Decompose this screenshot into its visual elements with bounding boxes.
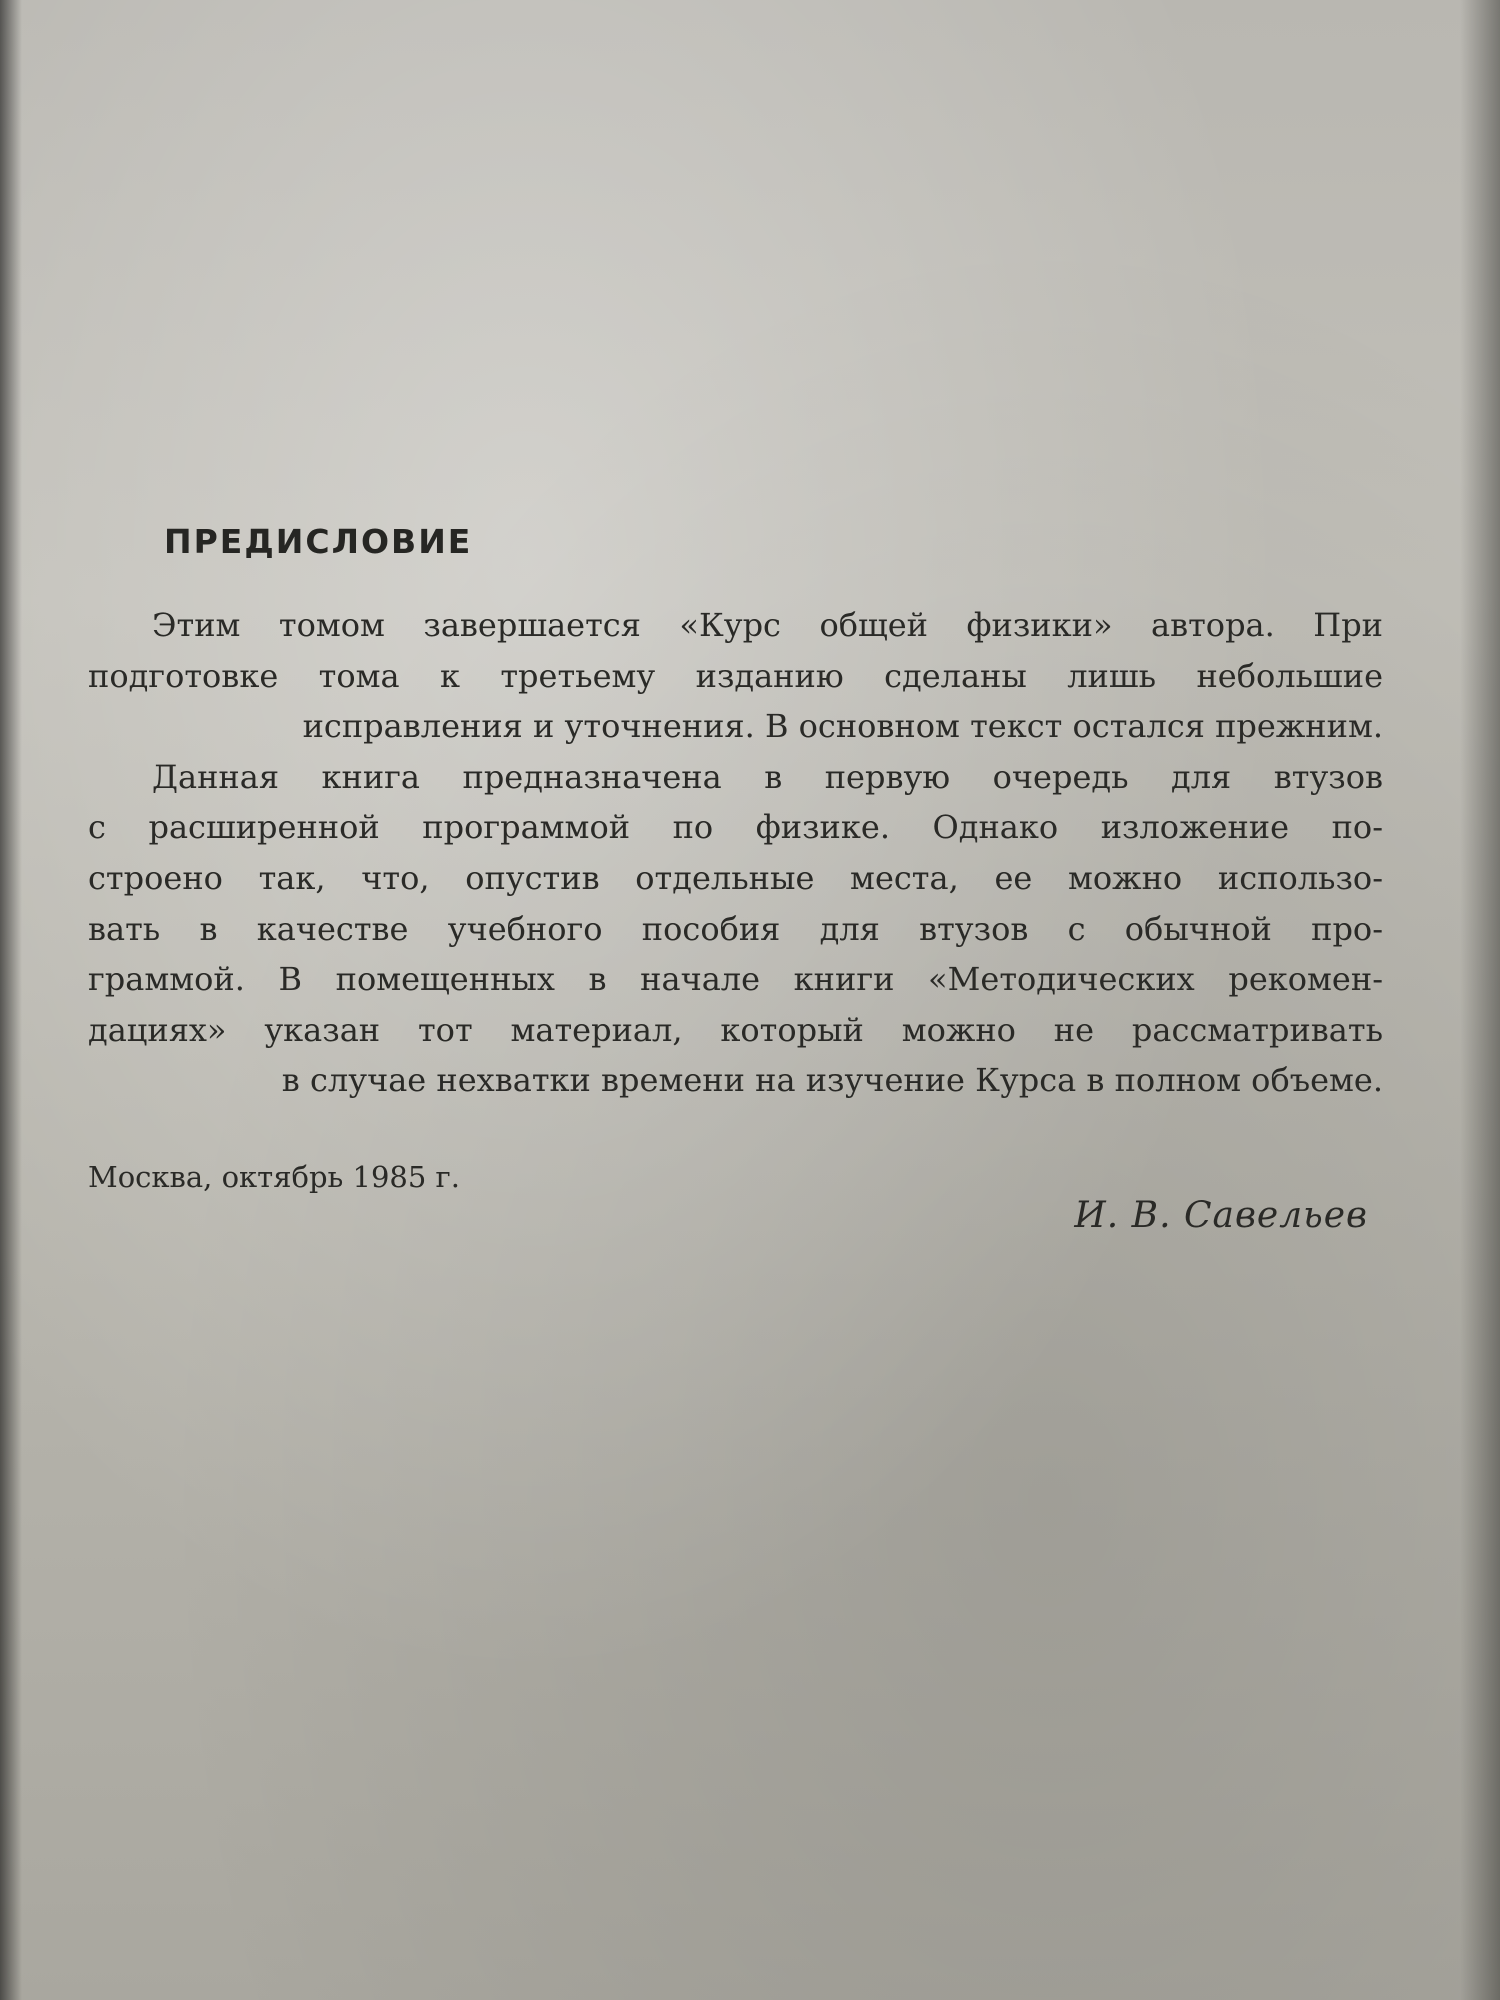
text-line: дациях» указан тот материал, который можно не рассматривать [88,1010,1383,1049]
place-date: Москва, октябрь 1985 г. [88,1160,460,1194]
text-line: вать в качестве учебного пособия для втузов с обычной про- [88,909,1383,948]
text-line: с расширенной программой по физике. Однако изложение по- [88,808,1383,847]
text-line: строено так, что, опустив отдельные места, ее можно использо- [88,858,1383,897]
text-line: в случае нехватки времени на изучение Курса в полном объеме. [281,1061,1383,1100]
text-line: исправления и уточнения. В основном текст остался прежним. [302,707,1383,746]
text-line: граммой. В помещенных в начале книги «Методических рекомен- [88,960,1383,999]
paragraph [88,600,1383,752]
author-signature: И. В. Савельев [1074,1195,1368,1236]
text-line: подготовке тома к третьему изданию сделаны лишь небольшие [88,656,1383,695]
text-line: Данная книга предназначена в первую очередь для втузов [152,757,1383,796]
paragraph [88,752,1383,1106]
preface-body [88,600,1383,1106]
text-line: Этим томом завершается «Курс общей физики» автора. При [152,606,1383,644]
page-heading: ПРЕДИСЛОВИЕ [164,522,473,561]
